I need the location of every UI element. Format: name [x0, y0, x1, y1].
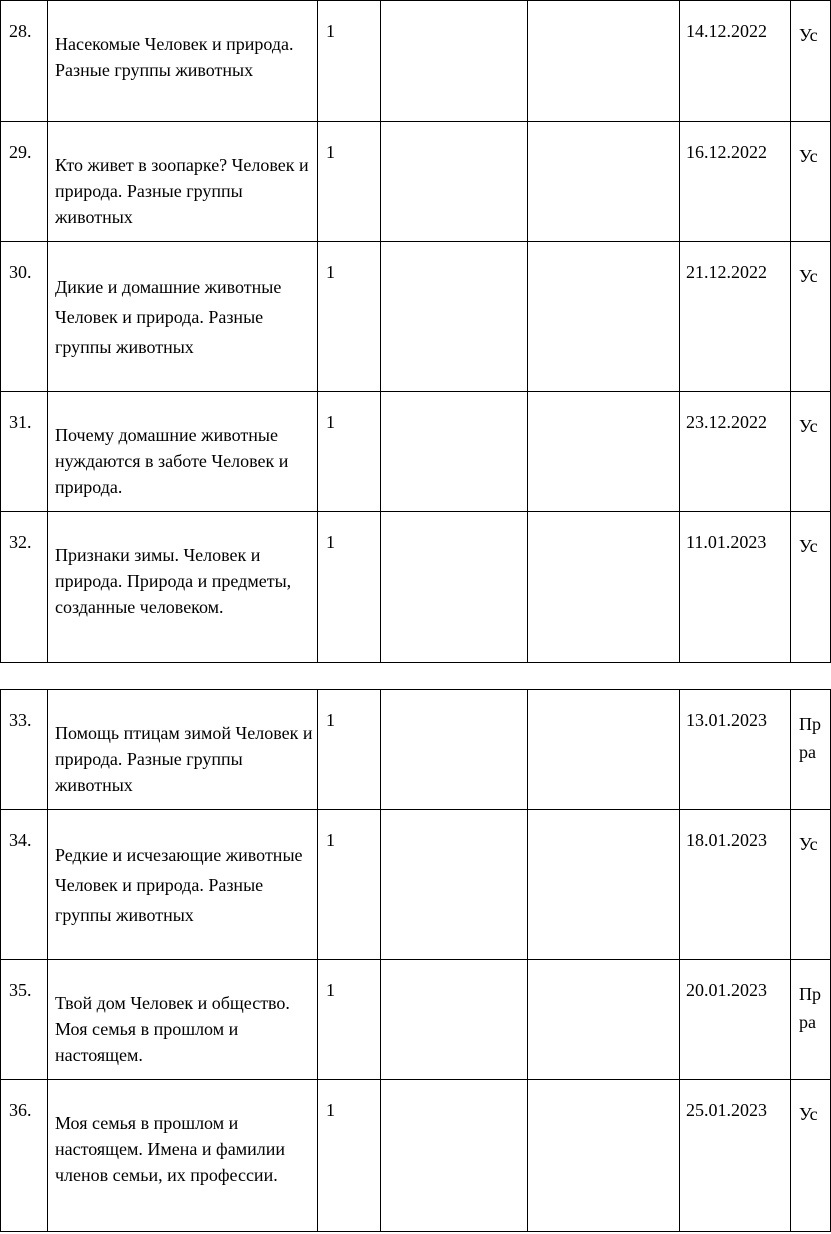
- lesson-topic-text: Твой дом Человек и общество. Моя семья в прошлом и настоящем.: [55, 993, 290, 1065]
- empty-cell: [381, 960, 528, 1080]
- lesson-hours: 1: [318, 392, 381, 512]
- lesson-date: 16.12.2022: [680, 122, 791, 242]
- lesson-number: 30.: [1, 242, 48, 392]
- lesson-number: 31.: [1, 392, 48, 512]
- empty-cell: [528, 512, 680, 663]
- lesson-date: 13.01.2023: [680, 690, 791, 810]
- lesson-form: Ус: [791, 810, 831, 960]
- lesson-hours: 1: [318, 1, 381, 122]
- table-row: [1, 122, 831, 242]
- lesson-hours: 1: [318, 960, 381, 1080]
- lesson-form: Ус: [791, 1080, 831, 1232]
- lesson-topic: [48, 1, 318, 122]
- lesson-topic-text: Редкие и исчезающие животные Человек и природа. Разные группы животных: [55, 845, 303, 925]
- lesson-form: Ус: [791, 512, 831, 663]
- lesson-hours: 1: [318, 1080, 381, 1232]
- lesson-date: 11.01.2023: [680, 512, 791, 663]
- table-row: [1, 512, 831, 663]
- empty-cell: [381, 1, 528, 122]
- empty-cell: [381, 810, 528, 960]
- lesson-topic: [48, 242, 318, 392]
- lesson-topic-text: Насекомые Человек и природа. Разные группы животных: [55, 34, 294, 80]
- table-row: [1, 242, 831, 392]
- lesson-topic-text: Помощь птицам зимой Человек и природа. Разные группы животных: [55, 723, 313, 795]
- empty-cell: [528, 242, 680, 392]
- empty-cell: [381, 512, 528, 663]
- lesson-number: 34.: [1, 810, 48, 960]
- lesson-topic: [48, 960, 318, 1080]
- lesson-topic: [48, 122, 318, 242]
- lesson-topic-text: Кто живет в зоопарке? Человек и природа. Разные группы животных: [55, 155, 309, 227]
- empty-cell: [528, 122, 680, 242]
- lesson-number: 36.: [1, 1080, 48, 1232]
- lesson-hours: 1: [318, 810, 381, 960]
- lesson-topic: [48, 690, 318, 810]
- lesson-date: 21.12.2022: [680, 242, 791, 392]
- lesson-topic-text: Признаки зимы. Человек и природа. Природа и предметы, созданные человеком.: [55, 545, 292, 617]
- table-row: [1, 810, 831, 960]
- lesson-form-line-1: Пр: [799, 984, 821, 1004]
- lesson-date: 20.01.2023: [680, 960, 791, 1080]
- lesson-form: Ус: [791, 242, 831, 392]
- lesson-topic: [48, 512, 318, 663]
- empty-cell: [528, 960, 680, 1080]
- empty-cell: [528, 392, 680, 512]
- lesson-date: 14.12.2022: [680, 1, 791, 122]
- lesson-hours: 1: [318, 122, 381, 242]
- empty-cell: [381, 1080, 528, 1232]
- lesson-date: 25.01.2023: [680, 1080, 791, 1232]
- empty-cell: [528, 810, 680, 960]
- empty-cell: [528, 1080, 680, 1232]
- lesson-topic: [48, 1080, 318, 1232]
- lesson-hours: 1: [318, 512, 381, 663]
- lesson-plan-table-part-2: [0, 689, 831, 1232]
- lesson-form: Ус: [791, 122, 831, 242]
- lesson-date: 23.12.2022: [680, 392, 791, 512]
- empty-cell: [381, 690, 528, 810]
- lesson-form: Ус: [791, 392, 831, 512]
- lesson-date: 18.01.2023: [680, 810, 791, 960]
- table-row: [1, 1, 831, 122]
- lesson-topic-text: Дикие и домашние животные Человек и природа. Разные группы животных: [55, 277, 282, 357]
- lesson-topic: [48, 392, 318, 512]
- lesson-form: [791, 690, 831, 810]
- lesson-number: 33.: [1, 690, 48, 810]
- lesson-form: [791, 960, 831, 1080]
- table-row: [1, 392, 831, 512]
- lesson-topic-text: Моя семья в прошлом и настоящем. Имена и фамилии членов семьи, их профессии.: [55, 1113, 285, 1185]
- empty-cell: [381, 242, 528, 392]
- lesson-topic-text: Почему домашние животные нуждаются в заботе Человек и природа.: [55, 425, 289, 497]
- empty-cell: [528, 690, 680, 810]
- lesson-form-line-2: ра: [799, 742, 816, 762]
- lesson-number: 29.: [1, 122, 48, 242]
- lesson-topic: [48, 810, 318, 960]
- lesson-form: Ус: [791, 1, 831, 122]
- lesson-hours: 1: [318, 242, 381, 392]
- empty-cell: [528, 1, 680, 122]
- table-row: [1, 1080, 831, 1232]
- empty-cell: [381, 122, 528, 242]
- lesson-number: 32.: [1, 512, 48, 663]
- lesson-number: 35.: [1, 960, 48, 1080]
- lesson-form-line-1: Пр: [799, 714, 821, 734]
- lesson-number: 28.: [1, 1, 48, 122]
- empty-cell: [381, 392, 528, 512]
- lesson-form-line-2: ра: [799, 1012, 816, 1032]
- table-row: [1, 960, 831, 1080]
- table-row: [1, 690, 831, 810]
- lesson-hours: 1: [318, 690, 381, 810]
